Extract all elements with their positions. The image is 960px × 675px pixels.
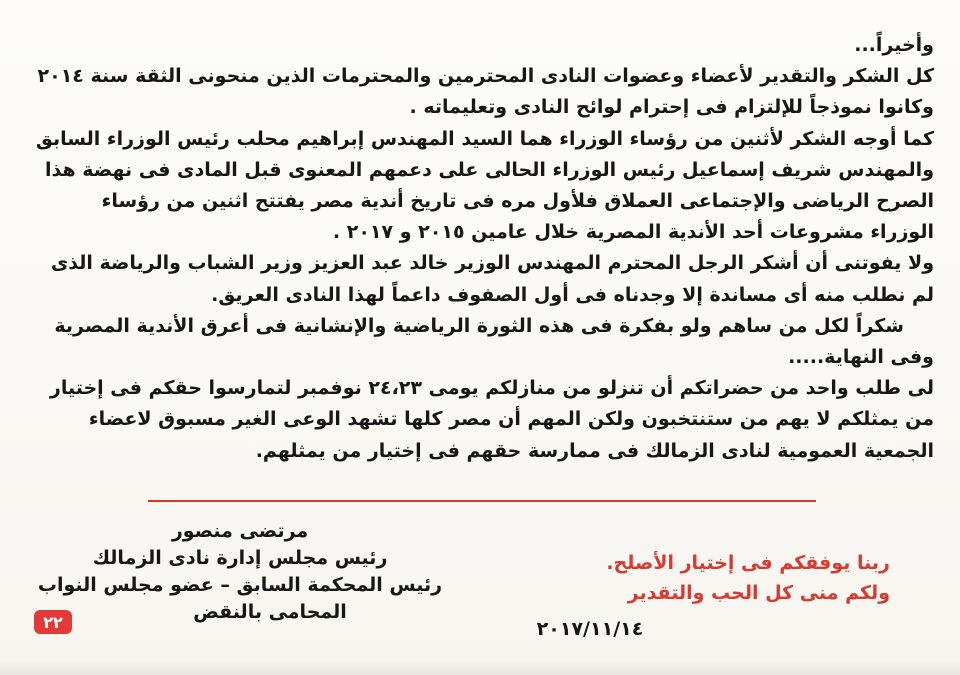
paragraph-request: لى طلب واحد من حضراتكم أن تنزلو من منازلكم يومى ٢٤،٢٣ نوفمبر لتمارسوا حقكم فى إختيار من يمثلكم لا يهم من ستنتخبون ولكن المهم أن مصر كلها تشهد الوعى الغير مسبوق لاعضاء الجمعية العمومية لنادى الزمالك فى ممارسة حقهم فى إختيار من يمثلهم. [49, 377, 934, 462]
page-bottom-edge [0, 659, 960, 675]
signature-block [20, 518, 460, 626]
paragraph-thanks-prime-ministers: كما أوجه الشكر لأثنين من رؤساء الوزراء هما السيد المهندس إبراهيم محلب رئيس الوزراء السابق والمهندس شريف إسماعيل رئيس الوزراء الحالى على دعمهم المعنوى قبل المادى فى نهضة هذا الصرح الرياضى والإجتماعى العملاق فلأول مره فى تاريخ أندية مصر يفتتح اثنين من رؤساء الوزراء مشروعات أحد الأندية المصرية خلال عامين ٢٠١٥ و ٢٠١٧ . [35, 127, 934, 244]
paragraph-closing-intro: وأخيراً... [854, 34, 934, 56]
signature-name: مرتضى منصور [171, 520, 309, 542]
divider-line [148, 500, 816, 502]
letter-body [34, 30, 934, 467]
paragraph-thanks-minister: ولا يفوتنى أن أشكر الرجل المحترم المهندس الوزير خالد عبد العزيز وزير الشباب والرياضة الذى لم نطلب منه أى مساندة إلا وجدناه فى أول الصفوف داعماً لهذا النادى العريق. [50, 252, 934, 306]
letter-date: ٢٠١٧/١١/١٤ [536, 618, 644, 640]
page-number-badge: ٢٢ [34, 610, 72, 634]
paragraph-thanks-contributors: شكراً لكل من ساهم ولو بفكرة فى هذه الثورة الرياضية والإنشانية فى أعرق الأندية المصرية [54, 314, 904, 337]
signature-title-court: رئيس المحكمة السابق – عضو مجلس النواب [37, 574, 443, 596]
closing-block [470, 548, 890, 608]
closing-wish: ربنا يوفقكم فى إختيار الأصلح. [606, 552, 890, 574]
closing-regards: ولكم منى كل الحب والتقدير [627, 582, 890, 604]
signature-title-lawyer: المحامى بالنقض [193, 601, 347, 623]
paragraph-thanks-members: كل الشكر والتقدير لأعضاء وعضوات النادى المحترمين والمحترمات الذين منحونى الثقة سنة ٢٠١٤ وكانوا نموذجاً للإلتزام فى إحترام لوائح النادى وتعليماته . [37, 65, 934, 119]
paragraph-finally: وفى النهاية..... [788, 346, 934, 369]
signature-title-club: رئيس مجلس إدارة نادى الزمالك [92, 547, 388, 569]
